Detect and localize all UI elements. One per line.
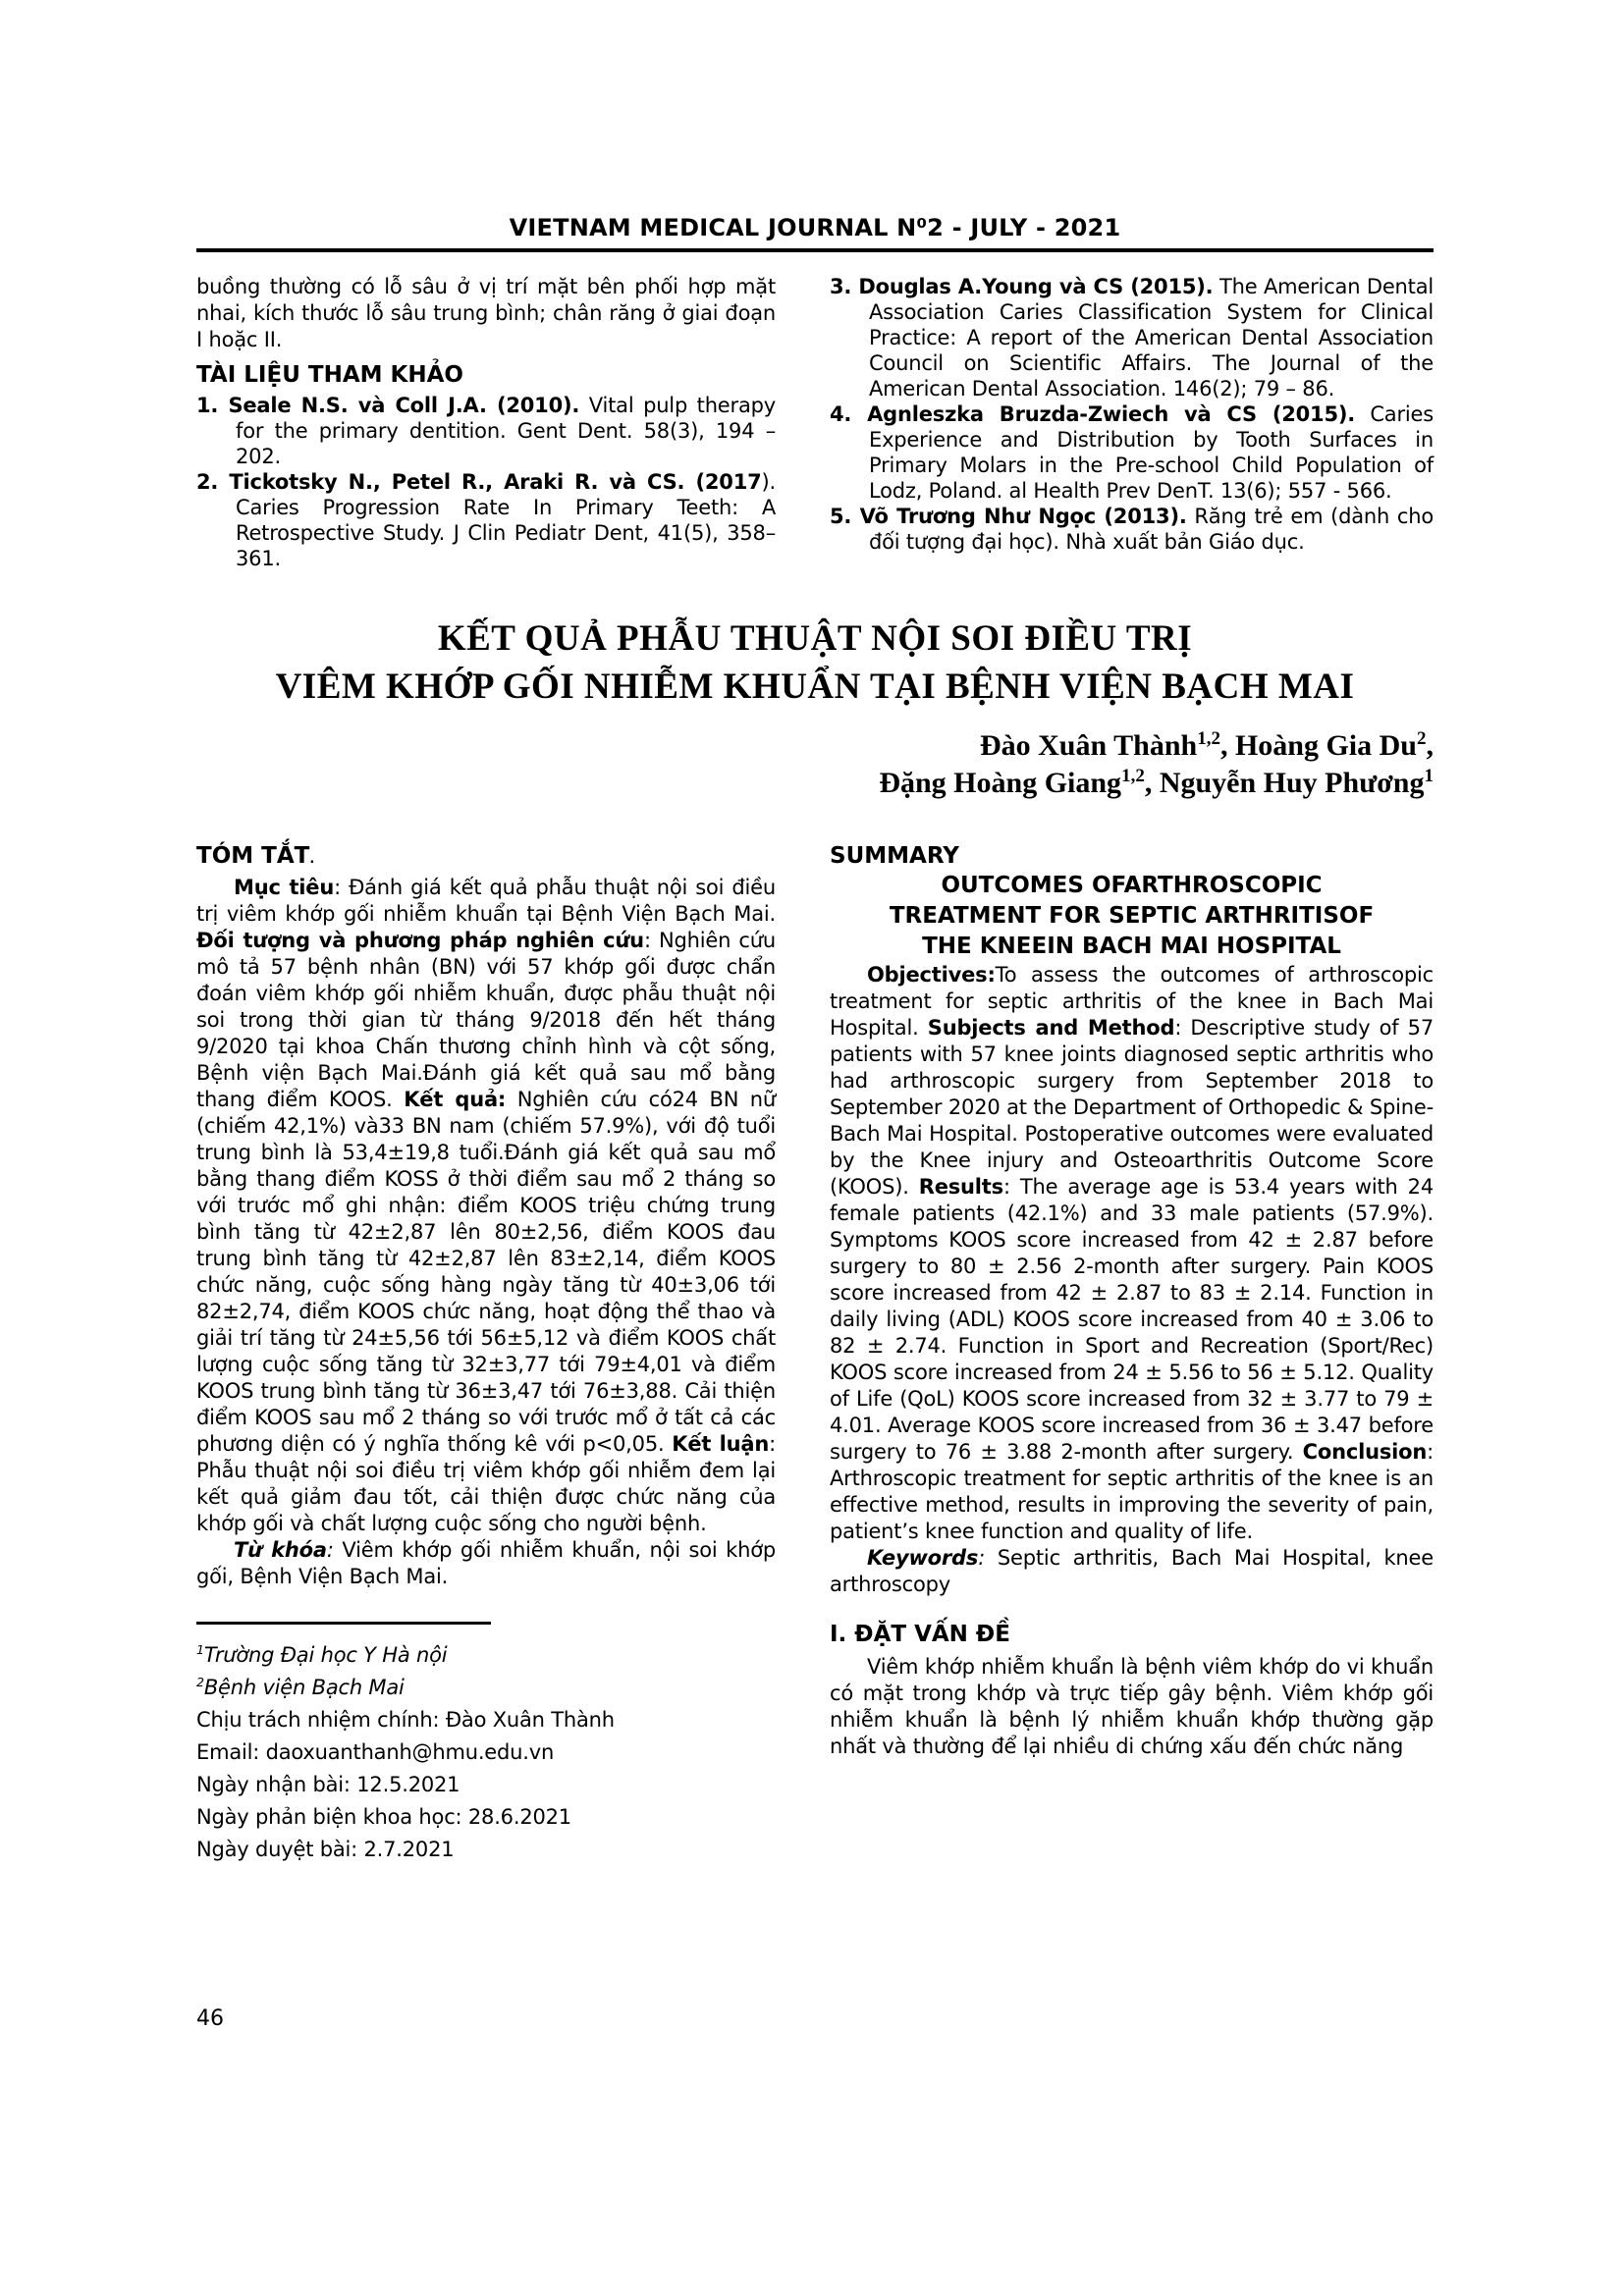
footnote-received-date: Ngày nhận bài: 12.5.2021 (196, 1773, 460, 1796)
right-column-main (830, 841, 1434, 1866)
right-column-top (830, 274, 1434, 571)
summary-keywords: Keywords: Septic arthritis, Bach Mai Hospital, knee arthroscopy (830, 1546, 1434, 1596)
authors-line2: Đặng Hoàng Giang$^{1,2}$, Nguyễn Huy Phương$^1$ (879, 766, 1434, 799)
page-number: 46 (196, 2006, 224, 2031)
page-content (0, 215, 1624, 1866)
tomtat-keywords: Từ khóa: Viêm khớp gối nhiễm khuẩn, nội soi khớp gối, Bệnh Viện Bạch Mai. (196, 1538, 777, 1588)
summary-body: Objectives:To assess the outcomes of arthroscopic treatment for septic arthritis of the knee in Bach Mai Hospital. Subjects and Method: Descriptive study of 57 patients with 57 knee joints diagnosed septic arthritis who had arthroscopic surgery from September 2018 to September 2020 at the Department of Orthopedic & Spine- Bach Mai Hospital. Postoperative outcomes were evaluated by the Knee injury and Osteoarthritis Outcome Score (KOOS). Results: The average age is 53.4 years with 24 female patients (42.1%) and 33 male patients (57.9%). Symptoms KOOS score increased from 42 ± 2.87 before surgery to 80 ± 2.56 2-month after surgery. Pain KOOS score increased from 42 ± 2.87 to 83 ± 2.14. Function in daily living (ADL) KOOS score increased from 40 ± 3.06 to 82 ± 2.74. Function in Sport and Recreation (Sport/Rec) KOOS score increased from 24 ± 5.56 to 56 ± 5.12. Quality of Life (QoL) KOOS score increased from 32 ± 3.77 to 79 ± 4.01. Average KOOS score increased from 36 ± 3.47 before surgery to 76 ± 3.88 2-month after surgery. Conclusion: Arthroscopic treatment for septic arthritis of the knee is an effective method, results in improving the severity of pain, patient’s knee function and quality of life. (830, 963, 1434, 1543)
tomtat-heading-label: TÓM TẮT (196, 843, 310, 869)
tomtat-heading-dot: . (309, 852, 315, 867)
footnotes-block (196, 1639, 776, 1866)
reference-item: 3. Douglas A.Young và CS (2015). The American Dental Association Caries Classification System for Clinical Practice: A report of the American Dental Association Council on Scientific Affairs. The Journal of the American Dental Association. 146(2); 79 – 86. (830, 275, 1434, 400)
footnote-accepted-date: Ngày duyệt bài: 2.7.2021 (196, 1838, 455, 1861)
journal-header-title: VIETNAM MEDICAL JOURNAL N⁰2 - JULY - 2021 (509, 214, 1121, 241)
footnote-affiliation-2: $^2$Bệnh viện Bạch Mai (196, 1675, 405, 1699)
footnote-review-date: Ngày phản biện khoa học: 28.6.2021 (196, 1805, 571, 1829)
reference-item: 2. Tickotsky N., Petel R., Araki R. và CS. (2017). Caries Progression Rate In Primary Teeth: A Retrospective Study. J Clin Pediatr Dent, 41(5), 358–361. (196, 470, 776, 570)
abstract-section (196, 841, 1434, 1866)
authors-block (196, 727, 1434, 802)
intro-body: Viêm khớp nhiễm khuẩn là bệnh viêm khớp do vi khuẩn có mặt trong khớp và trực tiếp gây bệnh. Viêm khớp gối nhiễm khuẩn là bệnh lý nhiễm khuẩn khớp thường gặp nhất và thường để lại nhiều di chứng xấu đến chức năng (830, 1655, 1434, 1758)
article-title (196, 614, 1434, 711)
summary-subtitle (830, 871, 1434, 962)
tomtat-heading (196, 841, 776, 875)
article-title-line1: KẾT QUẢ PHẪU THUẬT NỘI SOI ĐIỀU TRỊ (437, 618, 1193, 659)
references-list-left (196, 393, 776, 571)
summary-subtitle-line2: TREATMENT FOR SEPTIC ARTHRITISOF (889, 903, 1375, 929)
references-list-right (830, 274, 1434, 555)
authors-line1: Đào Xuân Thành$^{1,2}$, Hoàng Gia Du$^2$, (979, 728, 1434, 762)
reference-item: 1. Seale N.S. và Coll J.A. (2010). Vital pulp therapy for the primary dentition. Gent Dent. 58(3), 194 – 202. (196, 394, 776, 468)
summary-heading: SUMMARY (830, 843, 959, 869)
header-rule (196, 248, 1434, 252)
intro-heading: I. ĐẶT VẤN ĐỀ (830, 1622, 1010, 1647)
reference-item: 4. Agnleszka Bruzda-Zwiech và CS (2015). Caries Experience and Distribution by Tooth Surfaces in Primary Molars in the Pre-school Child Population of Lodz, Poland. al Health Prev DenT. 13(6); 557 - 566. (830, 402, 1434, 503)
footnote-corresponding-author: Chịu trách nhiệm chính: Đào Xuân Thành (196, 1708, 615, 1732)
left-column-main (196, 841, 776, 1866)
summary-subtitle-line1: OUTCOMES OFARTHROSCOPIC (941, 873, 1323, 898)
references-section (196, 274, 1434, 571)
footnote-affiliation-1: $^1$Trường Đại học Y Hà nội (196, 1642, 448, 1667)
references-heading: TÀI LIỆU THAM KHẢO (196, 362, 463, 388)
left-column-top (196, 274, 776, 571)
prev-article-closing-paragraph: buồng thường có lỗ sâu ở vị trí mặt bên phối hợp mặt nhai, kích thước lỗ sâu trung bình; chân răng ở giai đoạn I hoặc II. (196, 275, 776, 351)
summary-subtitle-line3: THE KNEEIN BACH MAI HOSPITAL (922, 934, 1341, 959)
tomtat-body: Mục tiêu: Đánh giá kết quả phẫu thuật nội soi điều trị viêm khớp gối nhiễm khuẩn tại Bệnh Viện Bạch Mai. Đối tượng và phương pháp nghiên cứu: Nghiên cứu mô tả 57 bệnh nhân (BN) với 57 khớp gối được chẩn đoán viêm khớp gối nhiễm khuẩn, được phẫu thuật nội soi trong thời gian từ tháng 9/2018 đến hết tháng 9/2020 tại khoa Chấn thương chỉnh hình và cột sống, Bệnh viện Bạch Mai.Đánh giá kết quả sau mổ bằng thang điểm KOOS. Kết quả: Nghiên cứu có24 BN nữ (chiếm 42,1%) và33 BN nam (chiếm 57.9%), với độ tuổi trung bình là 53,4±19,8 tuổi.Đánh giá kết quả sau mổ bằng thang điểm KOSS ở thời điểm sau mổ 2 tháng so với trước mổ ghi nhận: điểm KOOS triệu chứng trung bình tăng từ 42±2,87 lên 80±2,56, điểm KOOS đau trung bình tăng từ 42±2,87 lên 83±2,14, điểm KOOS chức năng, cuộc sống hàng ngày tăng từ 40±3,06 tới 82±2,74, điểm KOOS chức năng, hoạt động thể thao và giải trí tăng từ 24±5,56 tới 56±5,12 và điểm KOOS chất lượng cuộc sống tăng từ 32±3,77 tới 79±4,01 và điểm KOOS trung bình tăng từ 36±3,47 tới 76±3,88. Cải thiện điểm KOOS sau mổ 2 tháng so với trước mổ ở tất cả các phương diện có ý nghĩa thống kê với p<0,05. Kết luận: Phẫu thuật nội soi điều trị viêm khớp gối nhiễm đem lại kết quả giảm đau tốt, cải thiện được chức năng của khớp gối và chất lượng cuộc sống cho người bệnh. (196, 876, 777, 1535)
footnote-email: Email: daoxuanthanh@hmu.edu.vn (196, 1740, 555, 1764)
reference-item: 5. Võ Trương Như Ngọc (2013). Răng trẻ em (dành cho đối tượng đại học). Nhà xuất bản Giáo dục. (830, 505, 1434, 554)
article-title-line2: VIÊM KHỚP GỐI NHIỄM KHUẨN TẠI BỆNH VIỆN BẠCH MAI (275, 667, 1355, 707)
footnote-divider (196, 1622, 491, 1625)
